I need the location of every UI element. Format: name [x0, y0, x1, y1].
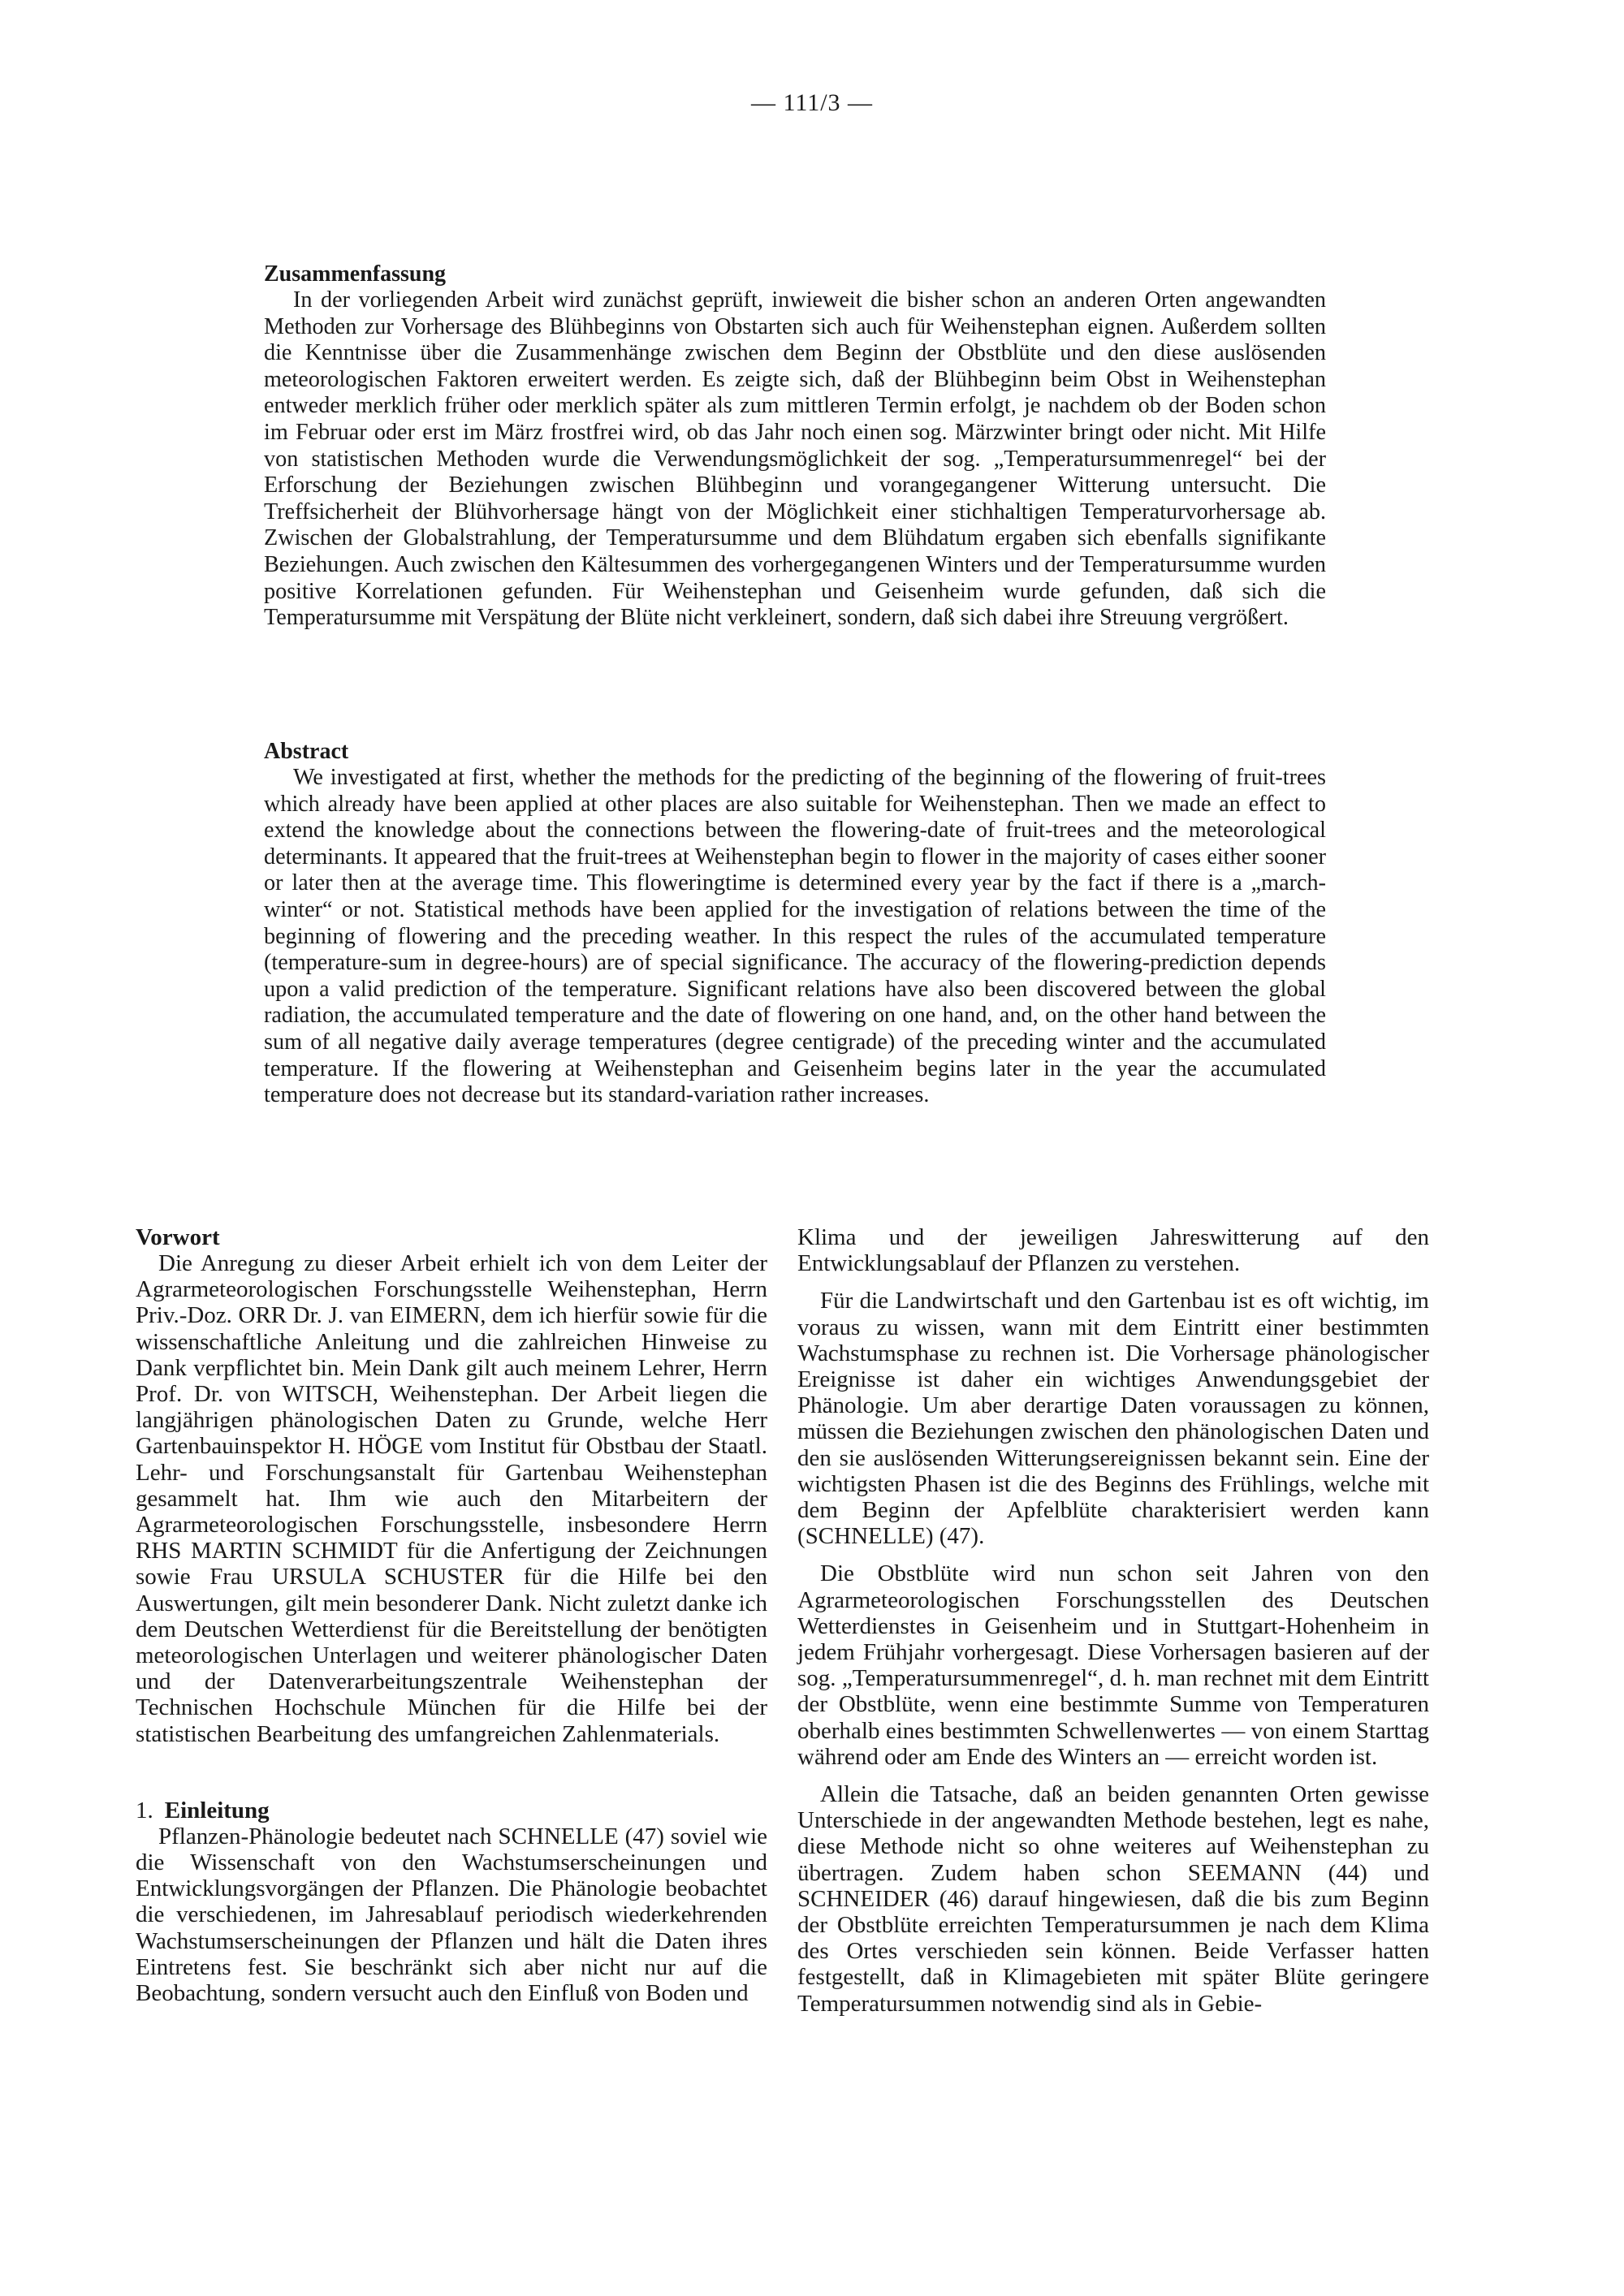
- einleitung-title: Einleitung: [164, 1797, 270, 1823]
- einleitung-paragraph-4: Allein die Tatsache, daß an beiden genannten Orten gewisse Unterschiede in der angewandten Methode bestehen, legt es nahe, diese Methode nicht so ohne weiteres auf Weihenstephan zu übertragen. Zudem haben schon SEEMANN (44) und SCHNEIDER (46) darauf hingewiesen, daß die bis zum Beginn der Obstblüte erreichten Temperatursummen je nach dem Klima des Ortes verschieden sein können. Beide Verfasser hatten festgestellt, daß in Klimagebieten mit später Blüte geringere Temperatursummen notwendig sind als in Gebie-: [797, 1781, 1429, 2017]
- right-column: [797, 1224, 1429, 2028]
- einleitung-paragraph-1: Pflanzen-Phänologie bedeutet nach SCHNELLE (47) soviel wie die Wissenschaft von den Wachstumserscheinungen und Entwicklungsvorgängen der Pflanzen. Die Phänologie beobachtet die verschiedenen, im Jahresablauf periodisch wiederkehrenden Wachstumserscheinungen der Pflanzen und hält die Daten ihres Eintretens fest. Sie beschränkt sich aber nicht nur auf die Beobachtung, sondern versucht auch den Einfluß von Boden und: [136, 1823, 767, 2007]
- einleitung-paragraph-2: Für die Landwirtschaft und den Gartenbau ist es oft wichtig, im voraus zu wissen, wann mit dem Eintritt einer bestimmten Wachstumsphase zu rechnen ist. Die Vorhersage phänologischer Ereignisse ist daher ein wichtiges Anwendungsgebiet der Phänologie. Um aber derartige Daten voraussagen zu können, müssen die Beziehungen zwischen den phänologischen Daten und den sie auslösenden Witterungsereignissen bekannt sein. Eine der wichtigsten Phasen ist die des Beginns des Frühlings, welche mit dem Beginn der Apfelblüte charakterisiert werden kann (SCHNELLE) (47).: [797, 1288, 1429, 1550]
- abstract-text: We investigated at first, whether the methods for the predicting of the beginning of the flowering of fruit-trees which already have been applied at other places are also suitable for Weihenstephan. Then we made an effect to extend the knowledge about the connections between the flowering-date of fruit-trees and the meteorological determinants. It appeared that the fruit-trees at Weihenstephan begin to flower in the majority of cases either sooner or later then at the average time. This floweringtime is determined every year by the fact if there is a „march-winter“ or not. Statistical methods have been applied for the investigation of relations between the time of the beginning of flowering and the preceding weather. In this respect the rules of the accumulated temperature (temperature-sum in degree-hours) are of special significance. The accuracy of the flowering-prediction depends upon a valid prediction of the temperature. Significant relations have also been discovered between the global radiation, the accumulated temperature and the date of flowering on one hand, and, on the other hand between the sum of all negative daily average temperatures (degree centigrade) of the preceding winter and the accumulated temperature. If the flowering at Weihenstephan and Geisenheim begins later in the year the accumulated temperature does not decrease but its standard-variation rather increases.: [264, 765, 1326, 1108]
- einleitung-paragraph-3: Die Obstblüte wird nun schon seit Jahren von den Agrarmeteorologischen Forschungsstellen des Deutschen Wetterdienstes in Geisenheim und in Stuttgart-Hohenheim in jedem Frühjahr vorhergesagt. Diese Vorhersagen basieren auf der sog. „Temperatursummenregel“, d. h. man rechnet mit dem Eintritt der Obstblüte, wenn eine bestimmte Summe von Temperaturen oberhalb eines bestimmten Schwellenwertes — von einem Starttag während oder am Ende des Winters an — erreicht worden ist.: [797, 1560, 1429, 1770]
- vorwort-heading: Vorwort: [136, 1224, 220, 1250]
- section-number: 1.: [136, 1797, 153, 1823]
- abstract-section: [264, 739, 1326, 1109]
- zusammenfassung-heading: Zusammenfassung: [264, 261, 447, 287]
- abstract-heading: Abstract: [264, 739, 349, 764]
- einleitung-heading: [136, 1798, 767, 1823]
- page-number: — 111/3 —: [750, 89, 874, 116]
- zusammenfassung-section: [264, 261, 1326, 632]
- zusammenfassung-text: In der vorliegenden Arbeit wird zunächst geprüft, inwieweit die bisher schon an anderen Orten angewandten Methoden zur Vorhersage des Blühbeginns von Obstarten sich auch für Weihenstephan eignen. Außerdem sollten die Kenntnisse über die Zusammenhänge zwischen dem Beginn der Obstblüte und den diese auslösenden meteorologischen Faktoren erweitert werden. Es zeigte sich, daß der Blühbeginn beim Obst in Weihenstephan entweder merklich früher oder merklich später als zum mittleren Termin erfolgt, je nachdem ob der Boden schon im Februar oder erst im März frostfrei wird, ob das Jahr noch einen sog. Märzwinter bringt oder nicht. Mit Hilfe von statistischen Methoden wurde die Verwendungsmöglichkeit der sog. „Temperatursummenregel“ bei der Erforschung der Beziehungen zwischen Blühbeginn und vorangegangener Witterung untersucht. Die Treffsicherheit der Blühvorhersage hängt von der Möglichkeit einer stichhaltigen Temperaturvorhersage ab. Zwischen der Globalstrahlung, der Temperatursumme und dem Blühdatum ergaben sich ebenfalls signifikante Beziehungen. Auch zwischen den Kältesummen des vorhergegangenen Winters und der Temperatursumme wurden positive Korrelationen gefunden. Für Weihenstephan und Geisenheim wurde gefunden, daß sich die Temperatursumme mit Verspätung der Blüte nicht verkleinert, sondern, daß sich dabei ihre Streuung vergrößert.: [264, 287, 1326, 631]
- section-spacer: [136, 1759, 767, 1798]
- left-column: [136, 1224, 767, 2018]
- vorwort-text: Die Anregung zu dieser Arbeit erhielt ich von dem Leiter der Agrarmeteorologischen Forschungsstelle Weihenstephan, Herrn Priv.-Doz. ORR Dr. J. van EIMERN, dem ich hierfür sowie für die wissenschaftliche Anleitung und die zahlreichen Hinweise zu Dank verpflichtet bin. Mein Dank gilt auch meinem Lehrer, Herrn Prof. Dr. von WITSCH, Weihenstephan. Der Arbeit liegen die langjährigen phänologischen Daten zu Grunde, welche Herr Gartenbauinspektor H. HÖGE vom Institut für Obstbau der Staatl. Lehr- und Forschungsanstalt für Gartenbau Weihenstephan gesammelt hat. Ihm wie auch den Mitarbeitern der Agrarmeteorologischen Forschungsstelle, insbesondere Herrn RHS MARTIN SCHMIDT für die Anfertigung der Zeichnungen sowie Frau URSULA SCHUSTER für die Hilfe bei den Auswertungen, gilt mein besonderer Dank. Nicht zuletzt danke ich dem Deutschen Wetterdienst für die Bereitstellung der benötigten meteorologischen Unterlagen und weiterer phänologischer Daten und der Datenverarbeitungszentrale Weihenstephan der Technischen Hochschule München für die Hilfe bei der statistischen Bearbeitung des umfangreichen Zahlenmaterials.: [136, 1250, 767, 1747]
- einleitung-paragraph-1-continued: Klima und der jeweiligen Jahreswitterung auf den Entwicklungsablauf der Pflanzen zu verstehen.: [797, 1224, 1429, 1277]
